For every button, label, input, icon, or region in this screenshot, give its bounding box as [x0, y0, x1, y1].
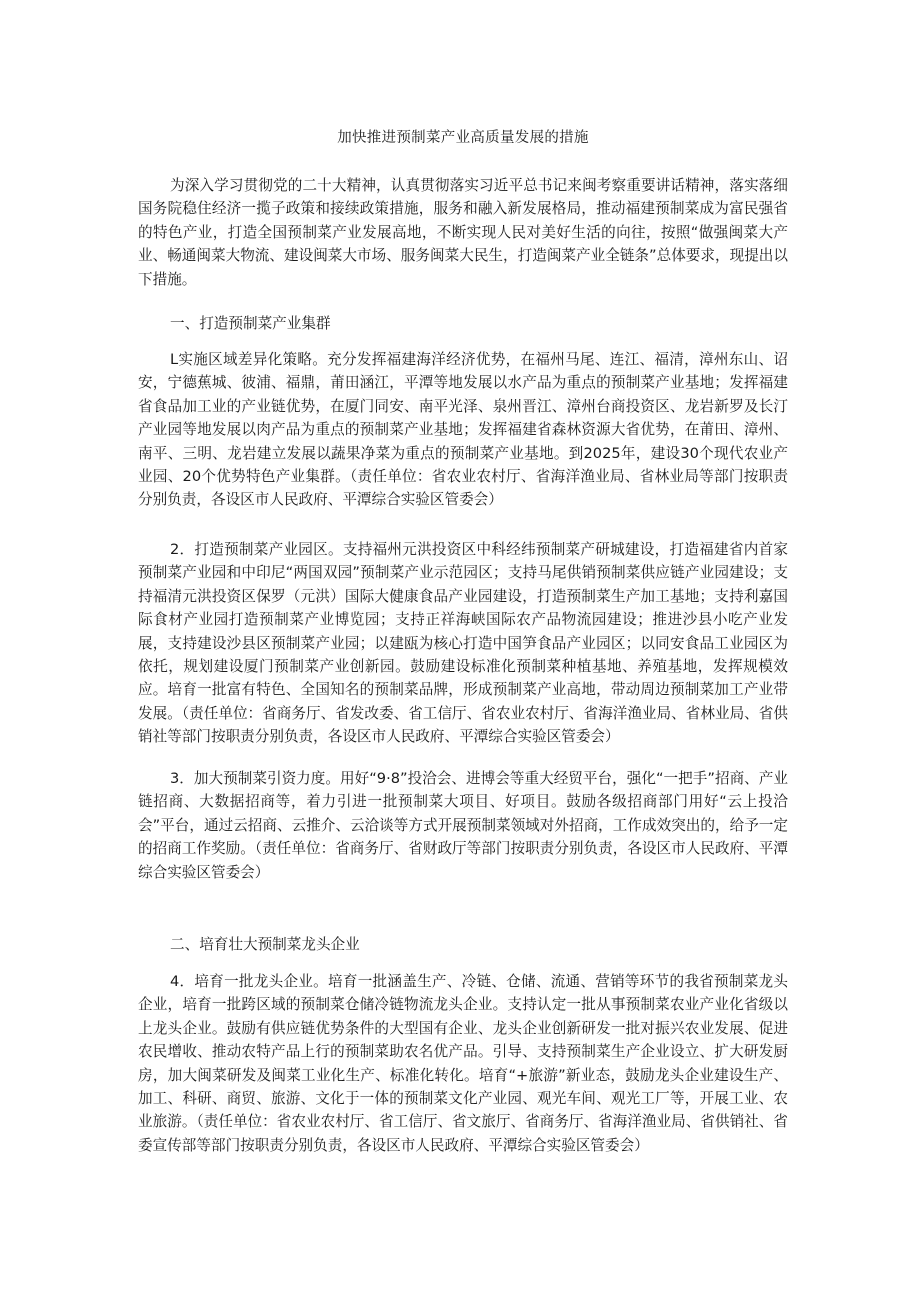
document-title: 加快推进预制菜产业高质量发展的措施: [337, 130, 589, 146]
measure-paragraph-1: L实施区域差异化策略。充分发挥福建海洋经济优势，在福州马尾、连江、福清，漳州东山、诏安，宁德蕉城、彼浦、福鼎，莆田涵江，平潭等地发展以水产品为重点的预制菜产业基地；发挥福建省食品加工业的产业链优势，在厦门同安、南平光泽、泉州晋江、漳州台商投资区、龙岩新罗及长汀产业园等地发展以肉产品为重点的预制菜产业基地；发挥福建省森林资源大省优势，在莆田、漳州、南平、三明、龙岩建立发展以蔬果净菜为重点的预制菜产业基地。到2025年，建设30个现代农业产业园、20个优势特色产业集群。（责任单位：省农业农村厅、省海洋渔业局、省林业局等部门按职责分别负责，各设区市人民政府、平潭综合实验区管委会）: [138, 351, 788, 509]
measure-paragraph-4: 4．培育一批龙头企业。培育一批涵盖生产、冷链、仓储、流通、营销等环节的我省预制菜龙头企业，培育一批跨区域的预制菜仓储冷链物流龙头企业。支持认定一批从事预制菜农业产业化省级以上龙头企业。鼓励有供应链优势条件的大型国有企业、龙头企业创新研发一批对振兴农业发展、促进农民增收、推动农特产品上行的预制菜助农名优产品。引导、支持预制菜生产企业设立、扩大研发厨房，加大闽菜研发及闽菜工业化生产、标准化转化。培育“+旅游”新业态，鼓励龙头企业建设生产、加工、科研、商贸、旅游、文化于一体的预制菜文化产业园、观光车间、观光工厂等，开展工业、农业旅游。（责任单位：省农业农村厅、省工信厅、省文旅厅、省商务厅、省海洋渔业局、省供销社、省委宣传部等部门按职责分别负责，各设区市人民政府、平潭综合实验区管委会）: [138, 973, 788, 1154]
intro-paragraph: 为深入学习贯彻党的二十大精神，认真贯彻落实习近平总书记来闽考察重要讲话精神，落实落细国务院稳住经济一揽子政策和接续政策措施，服务和融入新发展格局，推动福建预制菜成为富民强省的特色产业，打造全国预制菜产业发展高地，不断实现人民对美好生活的向往，按照“做强闽菜大产业、畅通闽菜大物流、建设闽菜大市场、服务闽菜大民生，打造闽菜产业全链条”总体要求，现提出以下措施。: [138, 177, 788, 288]
measure-paragraph-3: 3．加大预制菜引资力度。用好“9·8”投洽会、进博会等重大经贸平台，强化“一把手”招商、产业链招商、大数据招商等，着力引进一批预制菜大项目、好项目。鼓励各级招商部门用好“云上投洽会”平台，通过云招商、云推介、云洽谈等方式开展预制菜领域对外招商，工作成效突出的，给予一定的招商工作奖励。（责任单位：省商务厅、省财政厅等部门按职责分别负责，各设区市人民政府、平潭综合实验区管委会）: [138, 770, 788, 881]
measure-paragraph-2: 2．打造预制菜产业园区。支持福州元洪投资区中科经纬预制菜产研城建设，打造福建省内首家预制菜产业园和中印尼“两国双园”预制菜产业示范园区；支持马尾供销预制菜供应链产业园建设；支持福清元洪投资区保罗（元洪）国际大健康食品产业园建设，打造预制菜生产加工基地；支持利嘉国际食材产业园打造预制菜产业博览园；支持正祥海峡国际农产品物流园建设；推进沙县小吃产业发展，支持建设沙县区预制菜产业园；以建瓯为核心打造中国笋食品产业园区；以同安食品工业园区为依托，规划建设厦门预制菜产业创新园。鼓励建设标准化预制菜种植基地、养殖基地，发挥规模效应。培育一批富有特色、全国知名的预制菜品牌，形成预制菜产业高地，带动周边预制菜加工产业带发展。（责任单位：省商务厅、省发改委、省工信厅、省农业农村厅、省海洋渔业局、省林业局、省供销社等部门按职责分别负责，各设区市人民政府、平潭综合实验区管委会）: [138, 541, 788, 746]
section-heading-1: 一、打造预制菜产业集群: [170, 315, 331, 332]
section-heading-2: 二、培育壮大预制菜龙头企业: [170, 936, 360, 953]
